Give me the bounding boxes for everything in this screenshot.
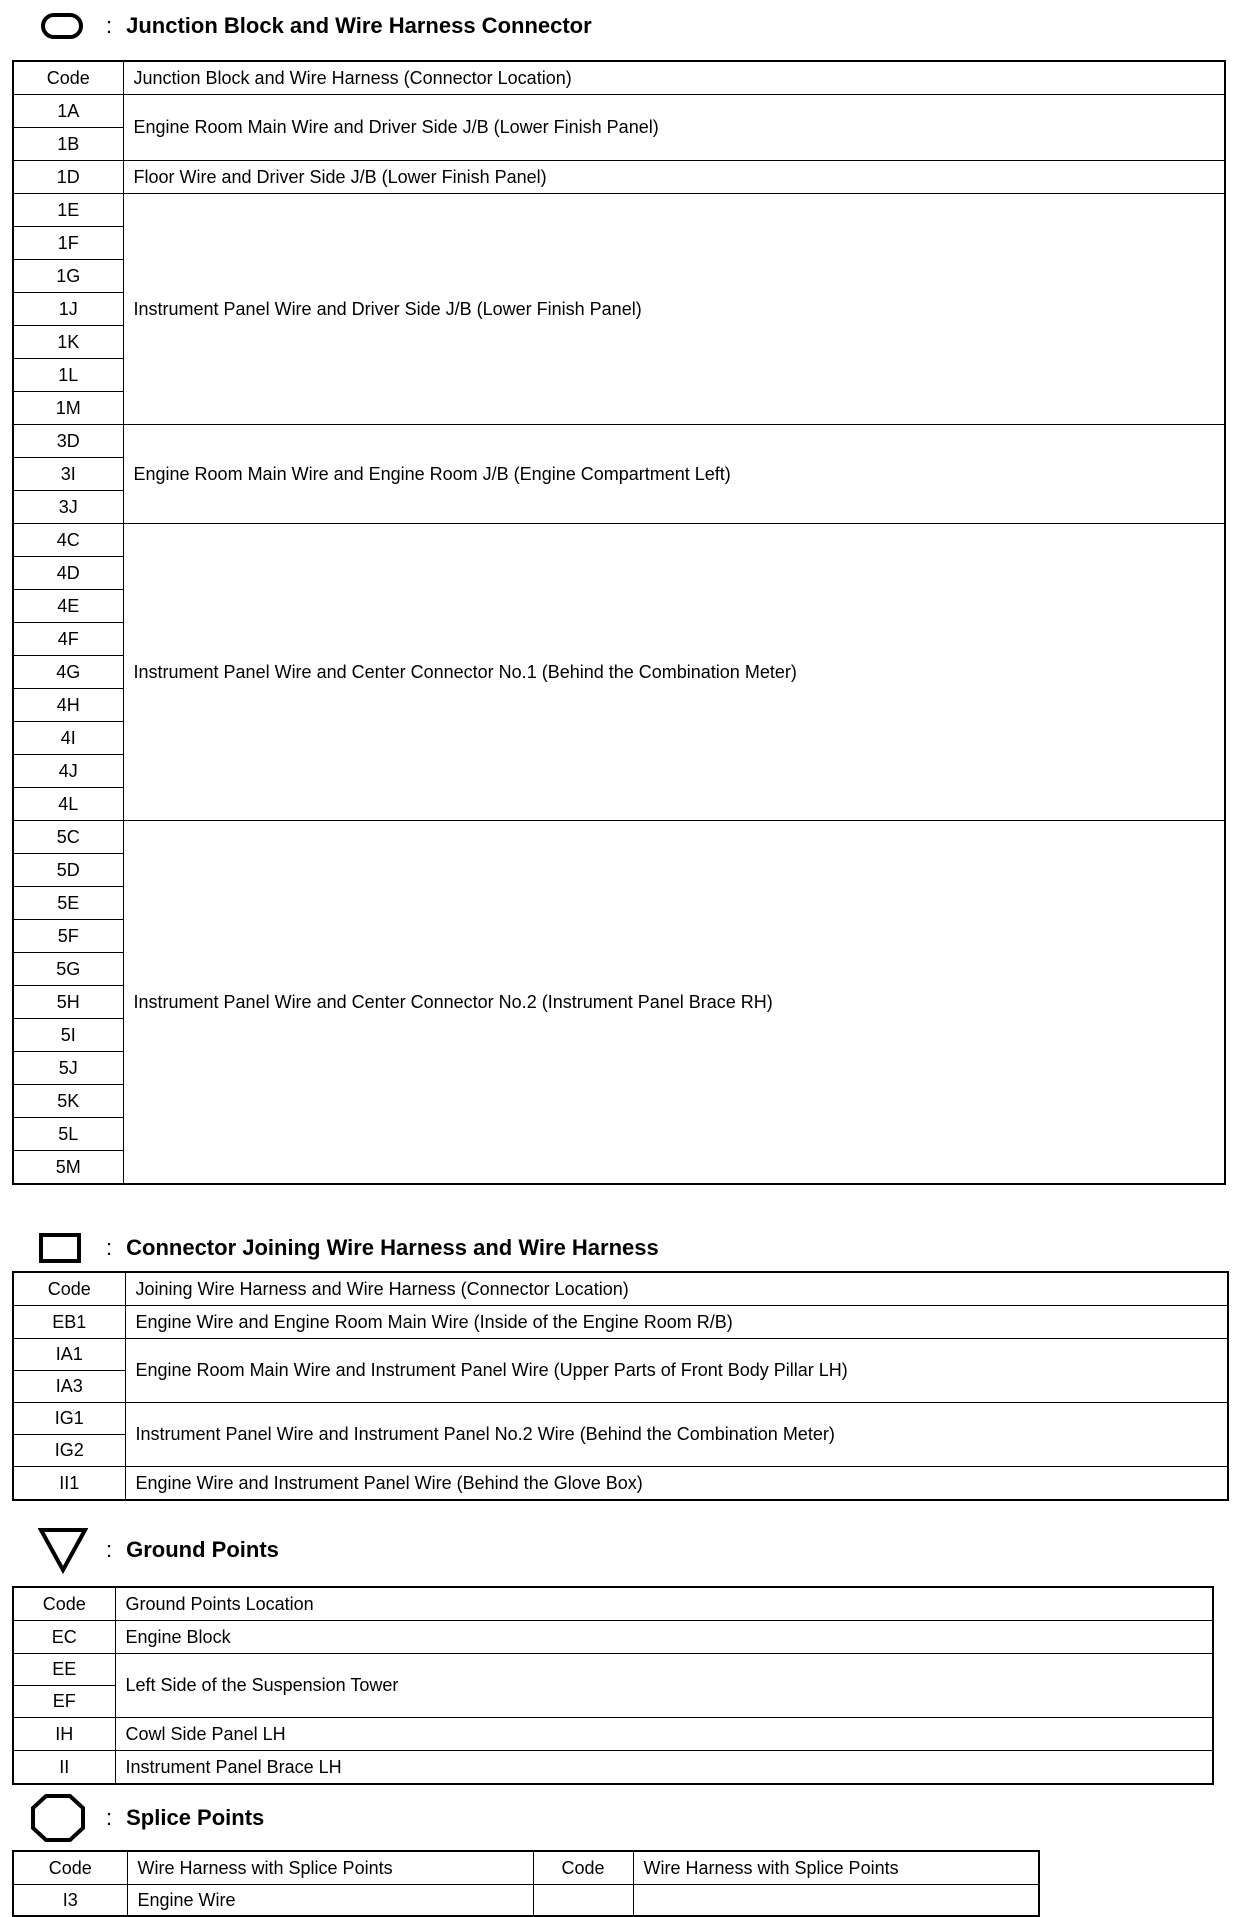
description-cell: Instrument Panel Wire and Instrument Panel No.2 Wire (Behind the Combination Meter) — [125, 1403, 1228, 1467]
code-cell: IA1 — [13, 1339, 125, 1371]
table-row — [13, 1403, 1228, 1435]
rectangle-icon — [38, 1231, 82, 1265]
code-cell: 4J — [13, 755, 123, 788]
code-cell: 1B — [13, 128, 123, 161]
code-cell: 5I — [13, 1019, 123, 1052]
code-cell: 5G — [13, 953, 123, 986]
code-cell: 3J — [13, 491, 123, 524]
description-cell: Cowl Side Panel LH — [115, 1718, 1213, 1751]
ground-header-code: Code — [13, 1587, 115, 1621]
ground-section-title — [38, 1525, 279, 1575]
splice-title: Splice Points — [126, 1805, 265, 1830]
code-cell: IG2 — [13, 1435, 125, 1467]
joining-section-title — [38, 1228, 659, 1268]
junction-colon: : — [106, 13, 113, 38]
joining-colon: : — [106, 1235, 113, 1260]
table-row — [13, 821, 1225, 854]
octagon-icon — [30, 1793, 86, 1843]
splice-header-row — [13, 1851, 1039, 1885]
code-cell: IG1 — [13, 1403, 125, 1435]
code-cell: 1A — [13, 95, 123, 128]
joining-header-code: Code — [13, 1272, 125, 1306]
table-row — [13, 1751, 1213, 1785]
junction-table — [12, 60, 1226, 1185]
code-cell: 3D — [13, 425, 123, 458]
ground-title: Ground Points — [126, 1537, 279, 1562]
table-row — [13, 1467, 1228, 1501]
code-cell: 5D — [13, 854, 123, 887]
code-cell — [533, 1885, 633, 1917]
code-cell: 1D — [13, 161, 123, 194]
code-cell: EE — [13, 1654, 115, 1686]
splice-table — [12, 1850, 1040, 1917]
code-cell: 5E — [13, 887, 123, 920]
code-cell: EB1 — [13, 1306, 125, 1339]
junction-header-desc: Junction Block and Wire Harness (Connector Location) — [123, 61, 1225, 95]
table-row — [13, 1621, 1213, 1654]
description-cell: Engine Room Main Wire and Driver Side J/B (Lower Finish Panel) — [123, 95, 1225, 161]
code-cell: 4E — [13, 590, 123, 623]
code-cell: 1M — [13, 392, 123, 425]
table-row — [13, 161, 1225, 194]
description-cell: Floor Wire and Driver Side J/B (Lower Finish Panel) — [123, 161, 1225, 194]
description-cell: Left Side of the Suspension Tower — [115, 1654, 1213, 1718]
code-cell: 1F — [13, 227, 123, 260]
junction-title: Junction Block and Wire Harness Connector — [126, 13, 592, 38]
code-cell: IA3 — [13, 1371, 125, 1403]
table-row — [13, 1885, 1039, 1917]
ground-header-row — [13, 1587, 1213, 1621]
down-triangle-icon — [38, 1526, 88, 1574]
table-row — [13, 1654, 1213, 1686]
code-cell: 1E — [13, 194, 123, 227]
table-row — [13, 1718, 1213, 1751]
splice-colon: : — [106, 1805, 113, 1830]
splice-header-desc: Wire Harness with Splice Points — [127, 1851, 533, 1885]
code-cell: 1K — [13, 326, 123, 359]
ground-header-desc: Ground Points Location — [115, 1587, 1213, 1621]
description-cell: Instrument Panel Brace LH — [115, 1751, 1213, 1785]
junction-section-title — [40, 8, 592, 44]
table-row — [13, 425, 1225, 458]
table-row — [13, 1306, 1228, 1339]
code-cell: 4L — [13, 788, 123, 821]
code-cell: 4D — [13, 557, 123, 590]
description-cell: Engine Wire and Instrument Panel Wire (Behind the Glove Box) — [125, 1467, 1228, 1501]
code-cell: 1L — [13, 359, 123, 392]
rounded-rectangle-icon — [40, 11, 84, 41]
description-cell — [633, 1885, 1039, 1917]
code-cell: 5J — [13, 1052, 123, 1085]
table-row — [13, 194, 1225, 227]
code-cell: 4C — [13, 524, 123, 557]
code-cell: EF — [13, 1686, 115, 1718]
description-cell: Engine Wire — [127, 1885, 533, 1917]
junction-header-row — [13, 61, 1225, 95]
code-cell: 3I — [13, 458, 123, 491]
splice-header-code2: Code — [533, 1851, 633, 1885]
description-cell: Engine Room Main Wire and Engine Room J/B (Engine Compartment Left) — [123, 425, 1225, 524]
description-cell: Instrument Panel Wire and Driver Side J/B (Lower Finish Panel) — [123, 194, 1225, 425]
joining-table — [12, 1271, 1229, 1501]
table-row — [13, 95, 1225, 128]
description-cell: Instrument Panel Wire and Center Connector No.1 (Behind the Combination Meter) — [123, 524, 1225, 821]
code-cell: 1J — [13, 293, 123, 326]
code-cell: 5L — [13, 1118, 123, 1151]
code-cell: II1 — [13, 1467, 125, 1501]
joining-header-row — [13, 1272, 1228, 1306]
splice-header-code: Code — [13, 1851, 127, 1885]
description-cell: Instrument Panel Wire and Center Connector No.2 (Instrument Panel Brace RH) — [123, 821, 1225, 1185]
code-cell: 5C — [13, 821, 123, 854]
code-cell: 4F — [13, 623, 123, 656]
code-cell: 5F — [13, 920, 123, 953]
code-cell: 5H — [13, 986, 123, 1019]
code-cell: EC — [13, 1621, 115, 1654]
code-cell: 5K — [13, 1085, 123, 1118]
splice-header-desc2: Wire Harness with Splice Points — [633, 1851, 1039, 1885]
code-cell: IH — [13, 1718, 115, 1751]
code-cell: 4I — [13, 722, 123, 755]
junction-header-code: Code — [13, 61, 123, 95]
ground-table — [12, 1586, 1214, 1785]
table-row — [13, 1339, 1228, 1371]
splice-section-title — [30, 1792, 264, 1844]
joining-title: Connector Joining Wire Harness and Wire Harness — [126, 1235, 659, 1260]
code-cell: 5M — [13, 1151, 123, 1185]
description-cell: Engine Room Main Wire and Instrument Panel Wire (Upper Parts of Front Body Pillar LH) — [125, 1339, 1228, 1403]
description-cell: Engine Wire and Engine Room Main Wire (Inside of the Engine Room R/B) — [125, 1306, 1228, 1339]
joining-header-desc: Joining Wire Harness and Wire Harness (Connector Location) — [125, 1272, 1228, 1306]
code-cell: 4G — [13, 656, 123, 689]
code-cell: I3 — [13, 1885, 127, 1917]
ground-colon: : — [106, 1537, 113, 1562]
description-cell: Engine Block — [115, 1621, 1213, 1654]
code-cell: 1G — [13, 260, 123, 293]
table-row — [13, 524, 1225, 557]
code-cell: 4H — [13, 689, 123, 722]
code-cell: II — [13, 1751, 115, 1785]
